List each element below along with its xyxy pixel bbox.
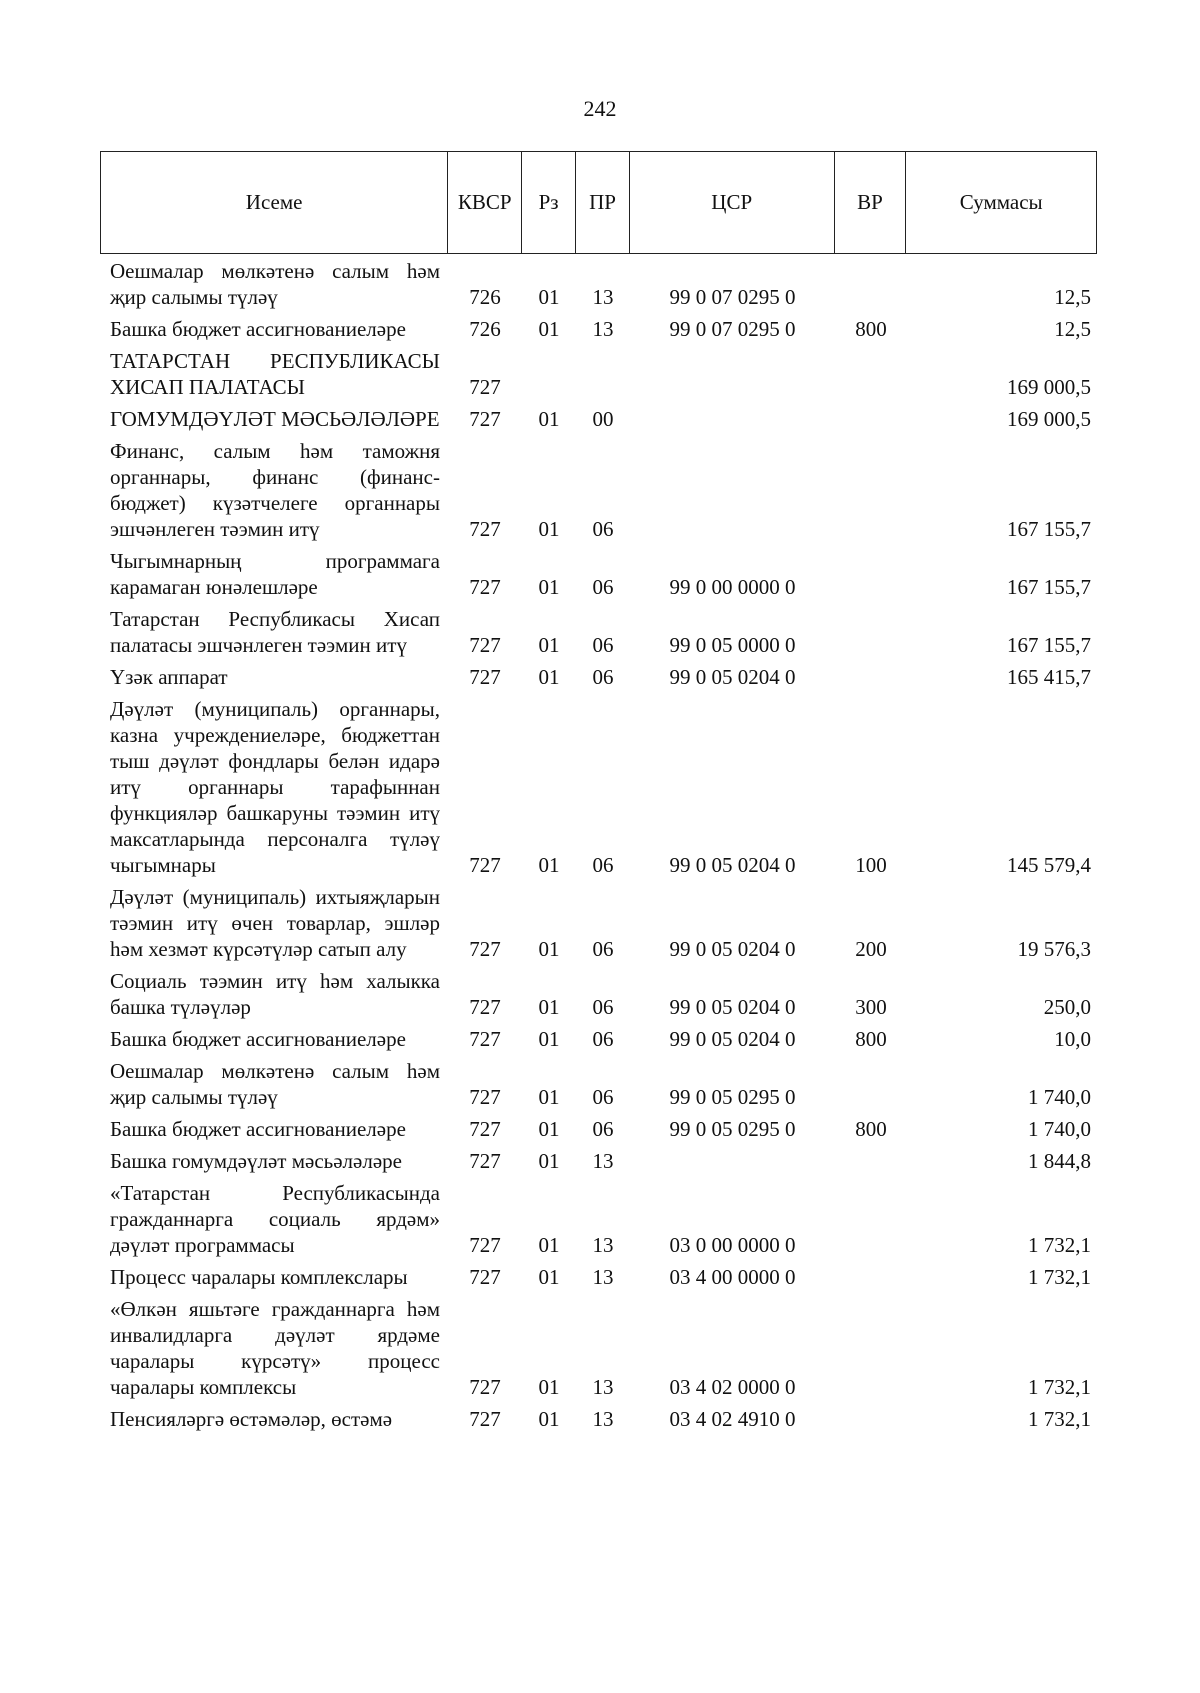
pr-code: 06 (592, 575, 614, 599)
table-row (100, 1290, 1097, 1400)
kvsr-code: 726 (469, 317, 501, 341)
rz-code: 01 (538, 1233, 560, 1257)
amount: 1 732,1 (1028, 1407, 1091, 1431)
rz-code: 01 (538, 665, 560, 689)
item-name: Башка бюджет ассигнованиеләре (110, 1027, 406, 1051)
amount: 1 740,0 (1028, 1117, 1091, 1141)
pr-code: 00 (592, 407, 614, 431)
header-sum: Суммасы (959, 190, 1043, 214)
rz-code: 01 (538, 317, 560, 341)
kvsr-code: 727 (469, 1233, 501, 1257)
pr-code: 06 (592, 665, 614, 689)
table-row (100, 342, 1097, 400)
csr-code: 99 0 05 0204 0 (669, 995, 796, 1019)
item-name: Процесс чаралары комплекслары (110, 1265, 408, 1289)
vr-code: 800 (855, 1027, 887, 1051)
rz-code: 01 (538, 1117, 560, 1141)
csr-code: 99 0 05 0204 0 (669, 937, 796, 961)
amount: 10,0 (1054, 1027, 1091, 1051)
header-kvsr: КВСР (448, 152, 522, 253)
kvsr-code: 727 (469, 853, 501, 877)
amount: 167 155,7 (1007, 633, 1091, 657)
kvsr-code: 727 (469, 1375, 501, 1399)
pr-code: 06 (592, 1027, 614, 1051)
amount: 167 155,7 (1007, 575, 1091, 599)
table-row (100, 1400, 1097, 1432)
csr-code: 99 0 05 0000 0 (669, 633, 796, 657)
rz-code: 01 (538, 285, 560, 309)
table-row (100, 310, 1097, 342)
pr-code: 06 (592, 1117, 614, 1141)
rz-code: 01 (538, 407, 560, 431)
rz-code: 01 (538, 937, 560, 961)
vr-code: 200 (855, 937, 887, 961)
csr-code: 03 0 00 0000 0 (669, 1233, 796, 1257)
amount: 1 732,1 (1028, 1233, 1091, 1257)
table-row (100, 1258, 1097, 1290)
item-name: Пенсияләргә өстәмәләр, өстәмә (110, 1407, 393, 1431)
kvsr-code: 727 (469, 407, 501, 431)
item-name: Татарстан Республикасы Хисап палатасы эшчәнлеген тәэмин итү (110, 607, 440, 657)
item-name: ТАТАРСТАН РЕСПУБЛИКАСЫ ХИСАП ПАЛАТАСЫ (110, 349, 440, 399)
kvsr-code: 727 (469, 1027, 501, 1051)
item-name: Социаль тәэмин итү һәм халыкка башка түләүләр (110, 969, 440, 1019)
table-row (100, 600, 1097, 658)
csr-code: 99 0 07 0295 0 (669, 317, 796, 341)
table-header (100, 151, 1097, 254)
vr-code: 800 (855, 1117, 887, 1141)
csr-code: 03 4 02 4910 0 (669, 1407, 796, 1431)
rz-code: 01 (538, 1085, 560, 1109)
csr-code: 99 0 05 0295 0 (669, 1117, 796, 1141)
pr-code: 06 (592, 995, 614, 1019)
vr-code: 300 (855, 995, 887, 1019)
amount: 1 732,1 (1028, 1265, 1091, 1289)
amount: 169 000,5 (1007, 407, 1091, 431)
kvsr-code: 726 (469, 285, 501, 309)
kvsr-code: 727 (469, 633, 501, 657)
table-row (100, 252, 1097, 310)
rz-code: 01 (538, 1265, 560, 1289)
item-name: Үзәк аппарат (110, 665, 228, 689)
amount: 1 732,1 (1028, 1375, 1091, 1399)
table-row (100, 1052, 1097, 1110)
csr-code: 99 0 00 0000 0 (669, 575, 796, 599)
amount: 1 740,0 (1028, 1085, 1091, 1109)
kvsr-code: 727 (469, 575, 501, 599)
vr-code: 100 (855, 853, 887, 877)
header-csr: ЦСР (630, 152, 835, 253)
csr-code: 99 0 05 0204 0 (669, 1027, 796, 1051)
header-vr: ВР (835, 152, 907, 253)
item-name: Башка бюджет ассигнованиеләре (110, 317, 406, 341)
amount: 1 844,8 (1028, 1149, 1091, 1173)
table-row (100, 658, 1097, 690)
csr-code: 99 0 05 0204 0 (669, 853, 796, 877)
amount: 145 579,4 (1007, 853, 1091, 877)
csr-code: 99 0 05 0204 0 (669, 665, 796, 689)
table-row (100, 962, 1097, 1020)
item-name: Оешмалар мөлкәтенә салым һәм җир салымы түләү (110, 259, 440, 309)
pr-code: 06 (592, 937, 614, 961)
kvsr-code: 727 (469, 665, 501, 689)
rz-code: 01 (538, 1027, 560, 1051)
header-name: Исеме (101, 152, 448, 253)
amount: 167 155,7 (1007, 517, 1091, 541)
kvsr-code: 727 (469, 937, 501, 961)
item-name: ГОМУМДӘҮЛӘТ МӘСЬӘЛӘЛӘРЕ (110, 407, 440, 431)
pr-code: 13 (592, 1407, 614, 1431)
table-row (100, 878, 1097, 962)
kvsr-code: 727 (469, 1407, 501, 1431)
pr-code: 13 (592, 1375, 614, 1399)
header-pr: ПР (576, 152, 630, 253)
csr-code: 99 0 07 0295 0 (669, 285, 796, 309)
pr-code: 06 (592, 1085, 614, 1109)
rz-code: 01 (538, 995, 560, 1019)
header-rz: Рз (522, 152, 576, 253)
rz-code: 01 (538, 1407, 560, 1431)
table-row (100, 432, 1097, 542)
pr-code: 06 (592, 633, 614, 657)
table-row (100, 690, 1097, 878)
kvsr-code: 727 (469, 1117, 501, 1141)
pr-code: 13 (592, 285, 614, 309)
budget-table-body (100, 252, 1097, 1432)
kvsr-code: 727 (469, 1085, 501, 1109)
table-row (100, 1174, 1097, 1258)
rz-code: 01 (538, 1149, 560, 1173)
csr-code: 99 0 05 0295 0 (669, 1085, 796, 1109)
amount: 165 415,7 (1007, 665, 1091, 689)
rz-code: 01 (538, 853, 560, 877)
rz-code: 01 (538, 517, 560, 541)
amount: 19 576,3 (1017, 937, 1091, 961)
amount: 169 000,5 (1007, 375, 1091, 399)
rz-code: 01 (538, 575, 560, 599)
amount: 12,5 (1054, 285, 1091, 309)
page-number: 242 (583, 96, 617, 121)
item-name: Чыгымнарның программага карамаган юнәлешләре (110, 549, 440, 599)
kvsr-code: 727 (469, 1149, 501, 1173)
kvsr-code: 727 (469, 375, 501, 399)
csr-code: 03 4 00 0000 0 (669, 1265, 796, 1289)
pr-code: 13 (592, 1149, 614, 1173)
pr-code: 13 (592, 1233, 614, 1257)
pr-code: 13 (592, 1265, 614, 1289)
amount: 12,5 (1054, 317, 1091, 341)
table-row (100, 1020, 1097, 1052)
csr-code: 03 4 02 0000 0 (669, 1375, 796, 1399)
item-name: Дәүләт (муниципаль) органнары, казна учреждениеләре, бюджеттан тыш дәүләт фондлары белән идарә итү органнары тарафыннан функцияләр башкаруны тәэмин итү максатларында персоналга түләү чыгымнары (110, 697, 440, 877)
kvsr-code: 727 (469, 1265, 501, 1289)
table-row (100, 1110, 1097, 1142)
table-row (100, 400, 1097, 432)
item-name: Башка гомумдәүләт мәсьәләләре (110, 1149, 402, 1173)
item-name: Финанс, салым һәм таможня органнары, финанс (финанс-бюджет) күзәтчелеге органнары эшчәнлеген тәэмин итү (110, 439, 440, 541)
table-row (100, 542, 1097, 600)
item-name: Башка бюджет ассигнованиеләре (110, 1117, 406, 1141)
item-name: «Өлкән яшьтәге гражданнарга һәм инвалидларга дәүләт ярдәме чаралары күрсәтү» процесс чаралары комплексы (110, 1297, 440, 1399)
item-name: «Татарстан Республикасында гражданнарга социаль ярдәм» дәүләт программасы (110, 1181, 440, 1257)
kvsr-code: 727 (469, 995, 501, 1019)
rz-code: 01 (538, 1375, 560, 1399)
item-name: Дәүләт (муниципаль) ихтыяҗларын тәэмин итү өчен товарлар, эшләр һәм хезмәт күрсәтүләр сатып алу (110, 885, 440, 961)
kvsr-code: 727 (469, 517, 501, 541)
pr-code: 06 (592, 853, 614, 877)
item-name: Оешмалар мөлкәтенә салым һәм җир салымы түләү (110, 1059, 440, 1109)
pr-code: 13 (592, 317, 614, 341)
table-row (100, 1142, 1097, 1174)
vr-code: 800 (855, 317, 887, 341)
rz-code: 01 (538, 633, 560, 657)
pr-code: 06 (592, 517, 614, 541)
amount: 250,0 (1043, 995, 1091, 1019)
